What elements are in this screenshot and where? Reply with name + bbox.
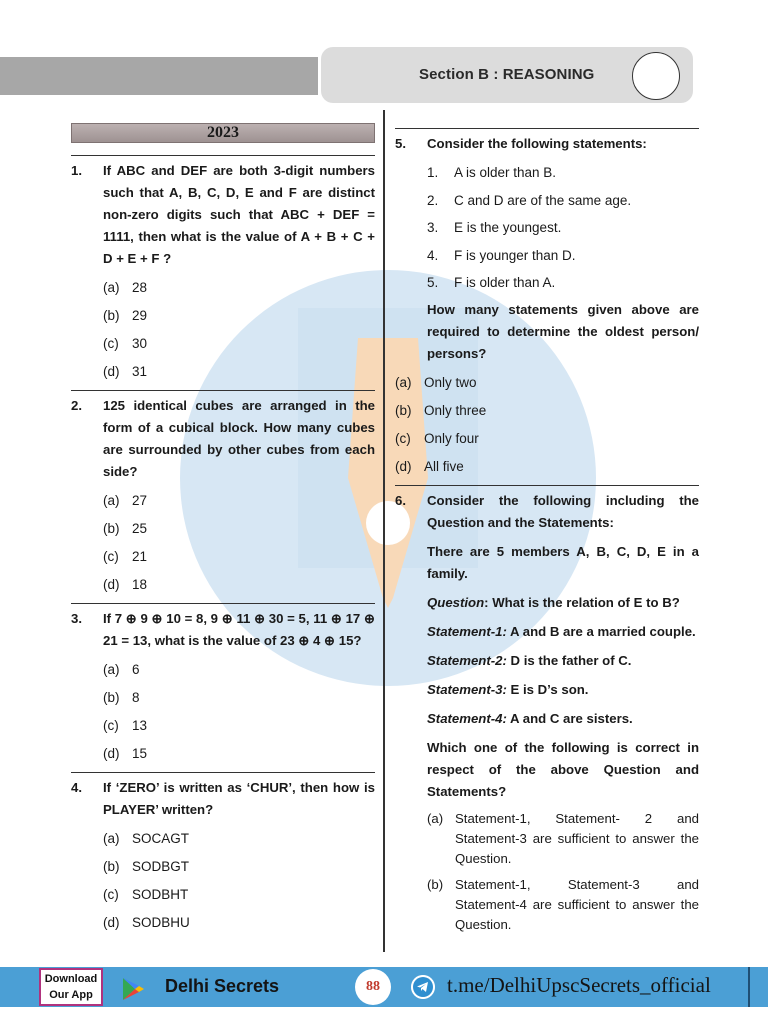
section-title: Section B : REASONING [419, 66, 595, 83]
left-column [71, 123, 375, 941]
option-letter: (d) [103, 577, 120, 592]
option-text: 15 [132, 746, 148, 761]
answer-option [103, 571, 375, 599]
year-heading: 2023 [71, 123, 375, 143]
answer-option [103, 881, 375, 909]
statement-number: 1. [427, 165, 439, 180]
option-letter: (c) [103, 887, 119, 902]
statement-item [427, 159, 699, 187]
footer-edge [748, 967, 750, 1007]
option-letter: (b) [103, 521, 120, 536]
option-text: 30 [132, 336, 148, 351]
option-letter: (b) [395, 402, 412, 418]
option-letter: (a) [103, 662, 120, 677]
answer-option [103, 712, 375, 740]
option-text: 13 [132, 718, 148, 733]
question-number: 1. [71, 163, 82, 178]
answer-option [395, 425, 699, 453]
question-number: 4. [71, 780, 82, 795]
option-text: SOCAGT [132, 831, 190, 846]
column-divider [383, 110, 385, 952]
option-letter: (b) [103, 859, 120, 874]
statement-3: Statement-3: E is D’s son. [427, 681, 589, 697]
question-6 [395, 485, 699, 935]
statement-item [427, 187, 699, 215]
question-text: 125 identical cubes are arranged in the form of a cubical block. How many cubes are surrounded by other cubes from each side? [103, 398, 375, 479]
option-text: SODBHU [132, 915, 190, 930]
answer-option [103, 740, 375, 768]
question-text: If ‘ZERO’ is written as ‘CHUR’, then how is PLAYER’ written? [103, 780, 375, 817]
statement-1: Statement-1: A and B are a married couple. [427, 623, 696, 639]
option-letter: (b) [103, 690, 120, 705]
option-letter: (a) [103, 831, 120, 846]
question-number: 2. [71, 398, 82, 413]
question-number: 5. [395, 136, 406, 151]
answer-option [103, 853, 375, 881]
option-letter: (b) [103, 308, 120, 323]
option-text: 28 [132, 280, 148, 295]
telegram-channel-link[interactable]: t.me/DelhiUpscSecrets_official [447, 973, 711, 997]
question-number: 3. [71, 611, 82, 626]
option-letter: (b) [427, 876, 444, 892]
statement-number: 4. [427, 247, 439, 263]
statement-text: C and D are of the same age. [454, 192, 632, 208]
intro-text: There are 5 members A, B, C, D, E in a family. [427, 543, 699, 581]
option-letter: (a) [427, 810, 444, 826]
option-text: 29 [132, 308, 148, 323]
option-letter: (d) [103, 364, 120, 379]
question-text: If ABC and DEF are both 3-digit numbers such that A, B, C, D, E and F are distinct non-zero digits such that ABC + DEF = 1111, then what is the value of A + B + C + D + E + F ? [103, 163, 375, 266]
question-number: 6. [395, 492, 406, 508]
answer-option [103, 515, 375, 543]
option-text: 21 [132, 549, 148, 564]
statement-4: Statement-4: A and C are sisters. [427, 710, 633, 726]
option-text: SODBHT [132, 887, 189, 902]
statement-text: F is younger than D. [454, 247, 576, 263]
statement-text: E is the youngest. [454, 220, 562, 235]
answer-option [103, 543, 375, 571]
statement-text: A is older than B. [454, 165, 557, 180]
question-line: Question: What is the relation of E to B? [427, 594, 680, 610]
answer-option [103, 274, 375, 302]
answer-option [103, 656, 375, 684]
answer-option [427, 875, 699, 935]
answer-option [103, 684, 375, 712]
statement-number: 3. [427, 220, 439, 235]
statement-text: F is older than A. [454, 275, 556, 290]
statement-2: Statement-2: D is the father of C. [427, 652, 632, 668]
brand-name: Delhi Secrets [165, 976, 280, 996]
option-text: 18 [132, 577, 148, 592]
option-text: 31 [132, 364, 148, 379]
option-letter: (a) [103, 493, 120, 508]
telegram-icon[interactable] [411, 975, 435, 999]
question-prompt: Which one of the following is correct in respect of the above Question and Statements? [427, 739, 699, 799]
option-text: Only four [424, 430, 479, 446]
question-4 [71, 772, 375, 937]
answer-option [427, 809, 699, 869]
question-text: Consider the following statements: [427, 136, 647, 151]
option-letter: (c) [103, 336, 119, 351]
option-text: 25 [132, 521, 148, 536]
answer-option [395, 397, 699, 425]
option-text: 27 [132, 493, 148, 508]
statement-number: 5. [427, 275, 439, 290]
answer-option [103, 487, 375, 515]
question-5 [395, 128, 699, 481]
google-play-icon[interactable] [120, 976, 146, 1002]
answer-option [103, 302, 375, 330]
answer-option [103, 825, 375, 853]
header-circle-badge [632, 52, 680, 100]
option-text: SODBGT [132, 859, 190, 874]
option-letter: (c) [103, 549, 119, 564]
option-text: 8 [132, 690, 140, 705]
answer-option [395, 369, 699, 397]
option-text: Only two [424, 374, 477, 390]
statement-number: 2. [427, 192, 439, 208]
question-1 [71, 155, 375, 386]
statement-item [427, 242, 699, 270]
option-letter: (a) [103, 280, 120, 295]
question-text: If 7 ⊕ 9 ⊕ 10 = 8, 9 ⊕ 11 ⊕ 30 = 5, 11 ⊕ 17 ⊕ 21 = 13, what is the value of 23 ⊕ 4 ⊕ 15? [103, 611, 375, 648]
question-text: Consider the following including the Question and the Statements: [427, 492, 699, 530]
option-letter: (d) [395, 458, 412, 474]
option-letter: (a) [395, 374, 412, 390]
statement-item [427, 269, 699, 297]
statement-item [427, 214, 699, 242]
header-left-bar [0, 57, 318, 95]
option-text: Statement-1, Statement- 2 and Statement-3 are sufficient to answer the Question. [455, 810, 699, 866]
option-text: 6 [132, 662, 140, 677]
option-letter: (c) [395, 430, 411, 446]
question-prompt: How many statements given above are required to determine the oldest person/ persons? [427, 301, 699, 361]
option-letter: (d) [103, 915, 120, 930]
option-letter: (c) [103, 718, 119, 733]
option-letter: (d) [103, 746, 120, 761]
answer-option [395, 453, 699, 481]
question-2 [71, 390, 375, 599]
answer-option [103, 909, 375, 937]
option-text: Only three [424, 402, 487, 418]
option-text: All five [424, 458, 464, 474]
answer-option [103, 358, 375, 386]
option-text: Statement-1, Statement-3 and Statement-4 are sufficient to answer the Question. [455, 876, 699, 932]
right-column [395, 128, 699, 939]
question-3 [71, 603, 375, 768]
page-number: 88 [355, 969, 391, 1005]
download-app-button[interactable]: Download Our App [39, 968, 103, 1006]
answer-option [103, 330, 375, 358]
